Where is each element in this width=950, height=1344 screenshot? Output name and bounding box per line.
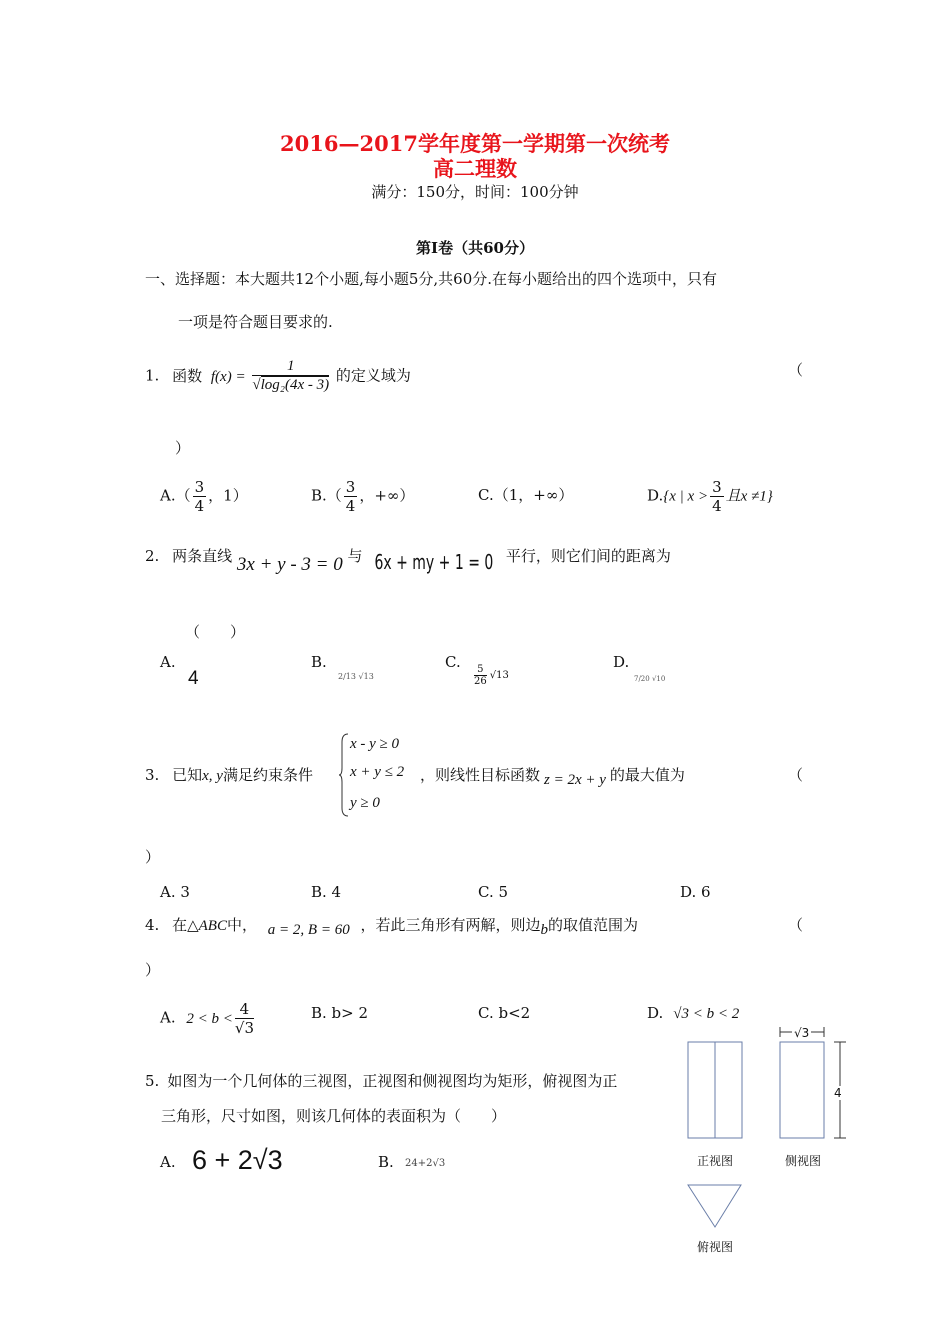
- q2-stem: 2. 两条直线 3x + y - 3 = 0 与 6x + my + 1 = 0 平行，则它们间的距离为: [145, 547, 671, 575]
- q5-option-b-value: 24+2√3: [405, 1158, 446, 1169]
- q3-option-a: A. 3: [160, 883, 190, 901]
- q4-paren-close: ）: [145, 961, 161, 979]
- q1-prefix: 函数: [172, 366, 203, 385]
- q1-paren-close: ）: [175, 439, 191, 457]
- q3-constraint-2: x + y ≤ 2: [350, 764, 405, 780]
- side-view-label: 侧视图: [785, 1154, 822, 1168]
- height-label: 4: [834, 1086, 842, 1100]
- q4-paren-open: （: [788, 916, 804, 934]
- q3-brace: [338, 732, 350, 818]
- q2-option-b-value: 2/13 √13: [338, 672, 374, 681]
- q4-stem: 4. 在△ABC中， a = 2, B = 60 ，若此三角形有两解，则边b的取值范围为: [145, 916, 639, 938]
- q1-numerator: 1: [252, 357, 329, 376]
- top-view-label: 俯视图: [697, 1240, 734, 1254]
- front-view-label: 正视图: [697, 1154, 734, 1168]
- q2-option-a-value: 4: [188, 668, 199, 689]
- q3-stem-left: 3. 已知x, y满足约束条件: [145, 766, 313, 784]
- q5-option-b-label: B.: [378, 1153, 394, 1171]
- q2-option-b-label: B.: [311, 653, 327, 671]
- q1-option-a: A.（ $\frac{3}{4}$ ，1）: [160, 478, 248, 515]
- q2-line1: 3x + y - 3 = 0: [236, 554, 343, 575]
- front-view: [688, 1042, 742, 1138]
- section-intro-line1: 一、选择题：本大题共12个小题,每小题5分,共60分.在每小题给出的四个选项中，只有: [145, 270, 718, 288]
- q3-paren-open: （: [788, 766, 804, 784]
- q3-constraint-1: x - y ≥ 0: [350, 736, 400, 752]
- q3-option-b: B. 4: [311, 883, 342, 901]
- exam-title: 2016—2017学年度第一学期第一次统考: [280, 131, 670, 156]
- q3-option-d: D. 6: [680, 883, 711, 901]
- top-view: [688, 1185, 741, 1227]
- q3-paren-close: ）: [145, 848, 161, 866]
- q2-option-a-label: A.: [160, 653, 176, 671]
- side-view: [780, 1042, 824, 1138]
- q4-option-a: A. 2 < b < $\frac{4}{√3}$: [160, 1000, 254, 1037]
- q1-paren-open: （: [788, 361, 804, 379]
- q2-line2: 6x + my + 1 = 0: [374, 550, 494, 574]
- q2-paren: （ ）: [185, 623, 246, 641]
- exam-info: 满分：150分，时间：100分钟: [371, 183, 579, 201]
- q3-option-c: C. 5: [478, 883, 509, 901]
- q1-stem: [145, 359, 411, 394]
- q4-option-d: D. √3 < b < 2: [647, 1004, 740, 1022]
- q2-option-c-value: $\frac{5}{26}$ √13: [474, 664, 509, 687]
- q2-option-d-label: D.: [613, 653, 630, 671]
- q1-option-c: C.（1，+∞）: [478, 486, 574, 504]
- q1-suffix: 的定义域为: [335, 366, 411, 385]
- q5-option-a-value: 6 + 2√3: [192, 1145, 283, 1175]
- q1-number: 1.: [145, 366, 160, 385]
- q2-option-d-value: 7/20 √10: [634, 675, 666, 683]
- section-title: 第Ⅰ卷（共60分）: [416, 239, 534, 257]
- q5-option-a-label: A.: [160, 1153, 176, 1171]
- three-view-figure: [680, 1020, 860, 1260]
- width-label: √3: [794, 1026, 810, 1040]
- q4-option-c: C. b<2: [478, 1004, 531, 1022]
- q1-denominator: √log₂(4x - 3): [252, 377, 330, 393]
- exam-subtitle: 高二理数: [433, 156, 517, 181]
- section-intro-line2: 一项是符合题目要求的.: [178, 313, 333, 331]
- q3-stem-right: ，则线性目标函数 z = 2x + y 的最大值为: [420, 766, 685, 788]
- q1-option-b: B.（ $\frac{3}{4}$ ，+∞）: [311, 478, 415, 515]
- q2-option-c-label: C.: [445, 653, 461, 671]
- q4-option-b: B. b> 2: [311, 1004, 369, 1022]
- q5-stem-line2: 三角形，尺寸如图，则该几何体的表面积为（ ）: [161, 1107, 507, 1125]
- q3-constraint-3: y ≥ 0: [350, 795, 380, 811]
- q1-fraction: [252, 357, 329, 394]
- q1-lhs: f(x) =: [210, 368, 246, 385]
- q1-option-d: D.{x | x > $\frac{3}{4}$ 且x ≠1}: [647, 478, 773, 515]
- q5-stem-line1: 5. 如图为一个几何体的三视图，正视图和侧视图均为矩形，俯视图为正: [145, 1072, 618, 1090]
